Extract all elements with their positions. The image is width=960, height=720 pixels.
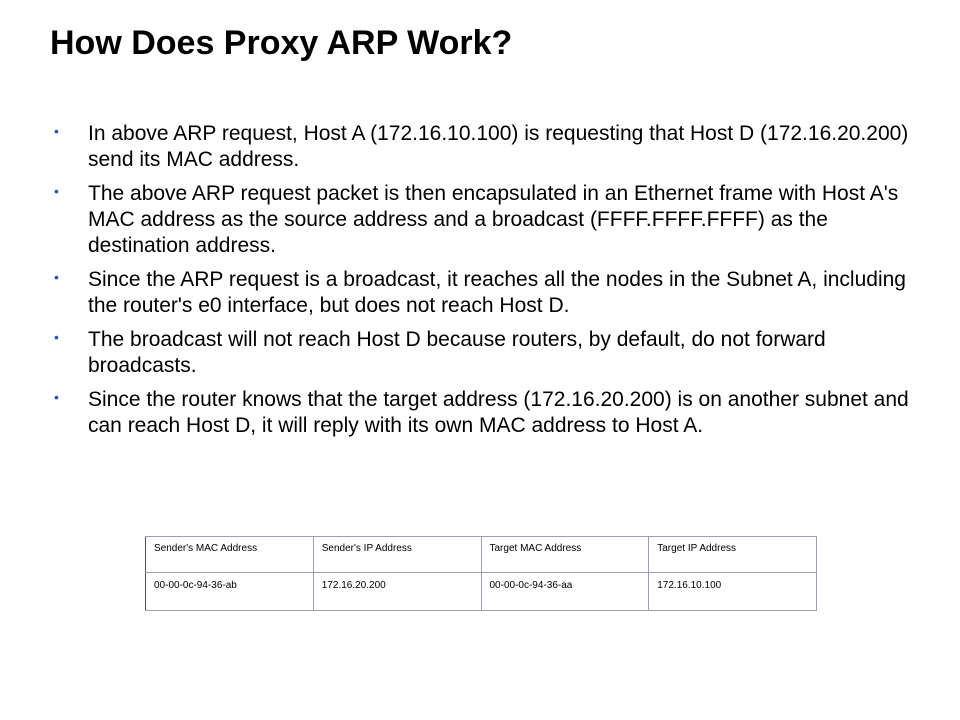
cell-target-mac: 00-00-0c-94-36-aa <box>481 573 649 611</box>
header-sender-ip: Sender's IP Address <box>313 537 481 573</box>
arp-table <box>145 536 817 611</box>
slide-title: How Does Proxy ARP Work? <box>50 24 513 62</box>
bullet-text: The above ARP request packet is then encapsulated in an Ethernet frame with Host A's MAC address as the source address and a broadcast (FFFF.FFFF.FFFF) as the destination address. <box>88 182 899 257</box>
cell-sender-ip: 172.16.20.200 <box>313 573 481 611</box>
bullet-text: In above ARP request, Host A (172.16.10.100) is requesting that Host D (172.16.20.200) send its MAC address. <box>88 122 909 171</box>
bullet-text: Since the ARP request is a broadcast, it reaches all the nodes in the Subnet A, including the router's e0 interface, but does not reach Host D. <box>88 268 906 317</box>
table-row <box>146 573 817 611</box>
cell-target-ip: 172.16.10.100 <box>649 573 817 611</box>
table-header-row <box>146 537 817 573</box>
cell-sender-mac: 00-00-0c-94-36-ab <box>146 573 314 611</box>
bullet-dot-icon: • <box>54 123 59 139</box>
bullet-item <box>50 327 910 379</box>
bullet-item <box>50 267 910 319</box>
bullet-text: Since the router knows that the target address (172.16.20.200) is on another subnet and can reach Host D, it will reply with its own MAC address to Host A. <box>88 388 909 437</box>
bullet-list <box>50 121 910 447</box>
header-target-ip: Target IP Address <box>649 537 817 573</box>
bullet-text: The broadcast will not reach Host D because routers, by default, do not forward broadcasts. <box>88 328 826 377</box>
header-target-mac: Target MAC Address <box>481 537 649 573</box>
bullet-item <box>50 181 910 259</box>
bullet-dot-icon: • <box>54 269 59 285</box>
bullet-dot-icon: • <box>54 389 59 405</box>
bullet-item <box>50 121 910 173</box>
bullet-dot-icon: • <box>54 183 59 199</box>
bullet-dot-icon: • <box>54 329 59 345</box>
bullet-item <box>50 387 910 439</box>
header-sender-mac: Sender's MAC Address <box>146 537 314 573</box>
